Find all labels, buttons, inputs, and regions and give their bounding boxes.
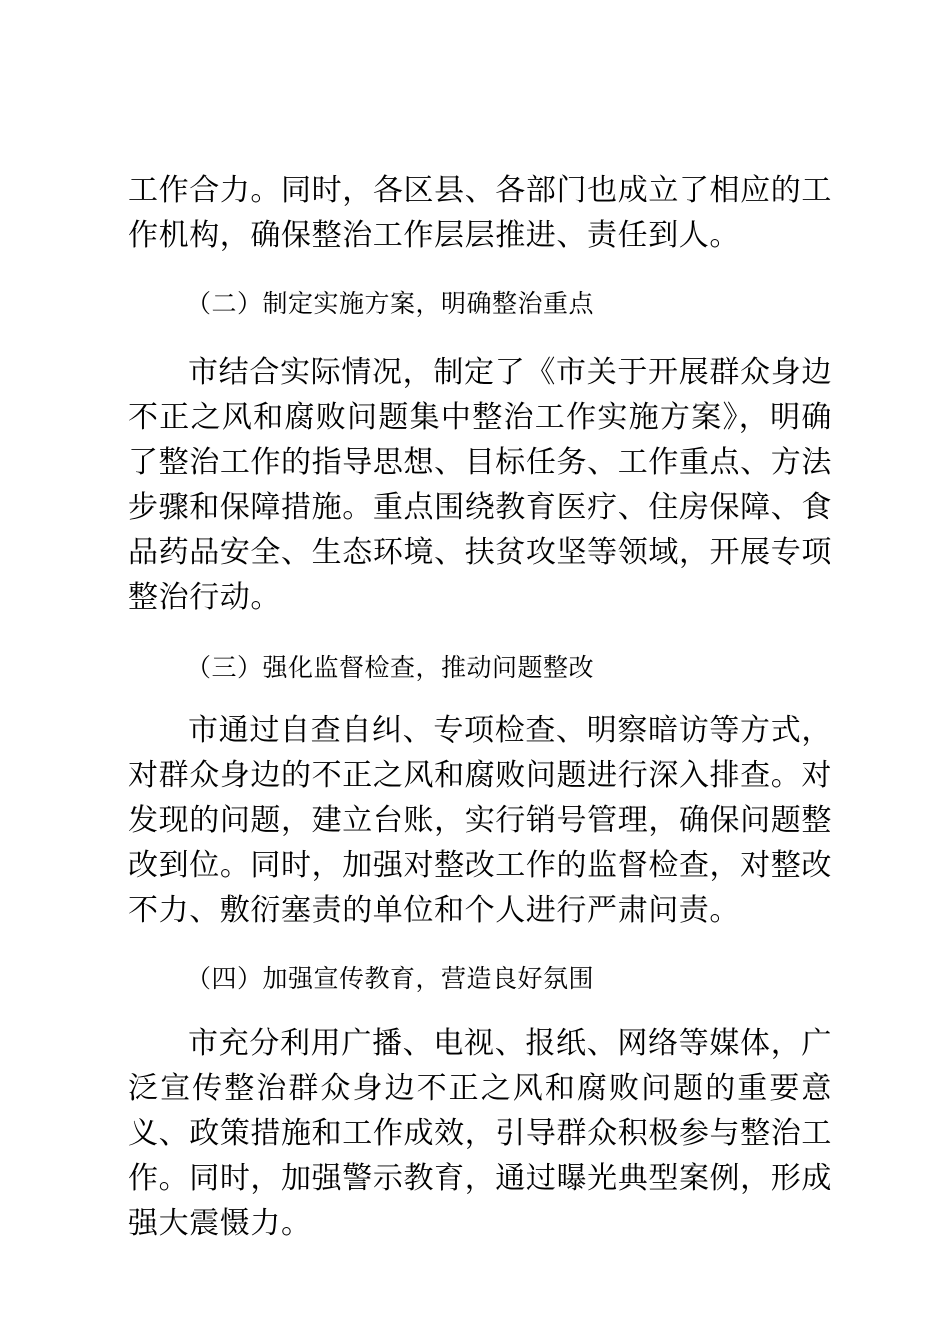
section-paragraph-4: 市充分利用广播、电视、报纸、网络等媒体，广泛宣传整治群众身边不正之风和腐败问题的重要意义、政策措施和工作成效，引导群众积极参与整治工作。同时，加强警示教育，通过曝光典型案例，形成强大震慑力。 <box>128 1026 832 1241</box>
section-heading-3: （三）强化监督检查，推动问题整改 <box>186 653 595 682</box>
section-heading-4: （四）加强宣传教育，营造良好氛围 <box>186 964 595 993</box>
section-paragraph-2: 市结合实际情况，制定了《市关于开展群众身边不正之风和腐败问题集中整治工作实施方案》，明确了整治工作的指导思想、目标任务、工作重点、方法步骤和保障措施。重点围绕教育医疗、住房保障、食品药品安全、生态环境、扶贫攻坚等领域，开展专项整治行动。 <box>128 355 832 615</box>
intro-paragraph: 工作合力。同时，各区县、各部门也成立了相应的工作机构，确保整治工作层层推进、责任到人。 <box>128 173 832 253</box>
section-heading-2: （二）制定实施方案，明确整治重点 <box>186 289 595 318</box>
section-paragraph-3: 市通过自查自纠、专项检查、明察暗访等方式，对群众身边的不正之风和腐败问题进行深入排查。对发现的问题，建立台账，实行销号管理，确保问题整改到位。同时，加强对整改工作的监督检查，对整改不力、敷衍塞责的单位和个人进行严肃问责。 <box>128 713 832 928</box>
document-body <box>128 168 832 1246</box>
